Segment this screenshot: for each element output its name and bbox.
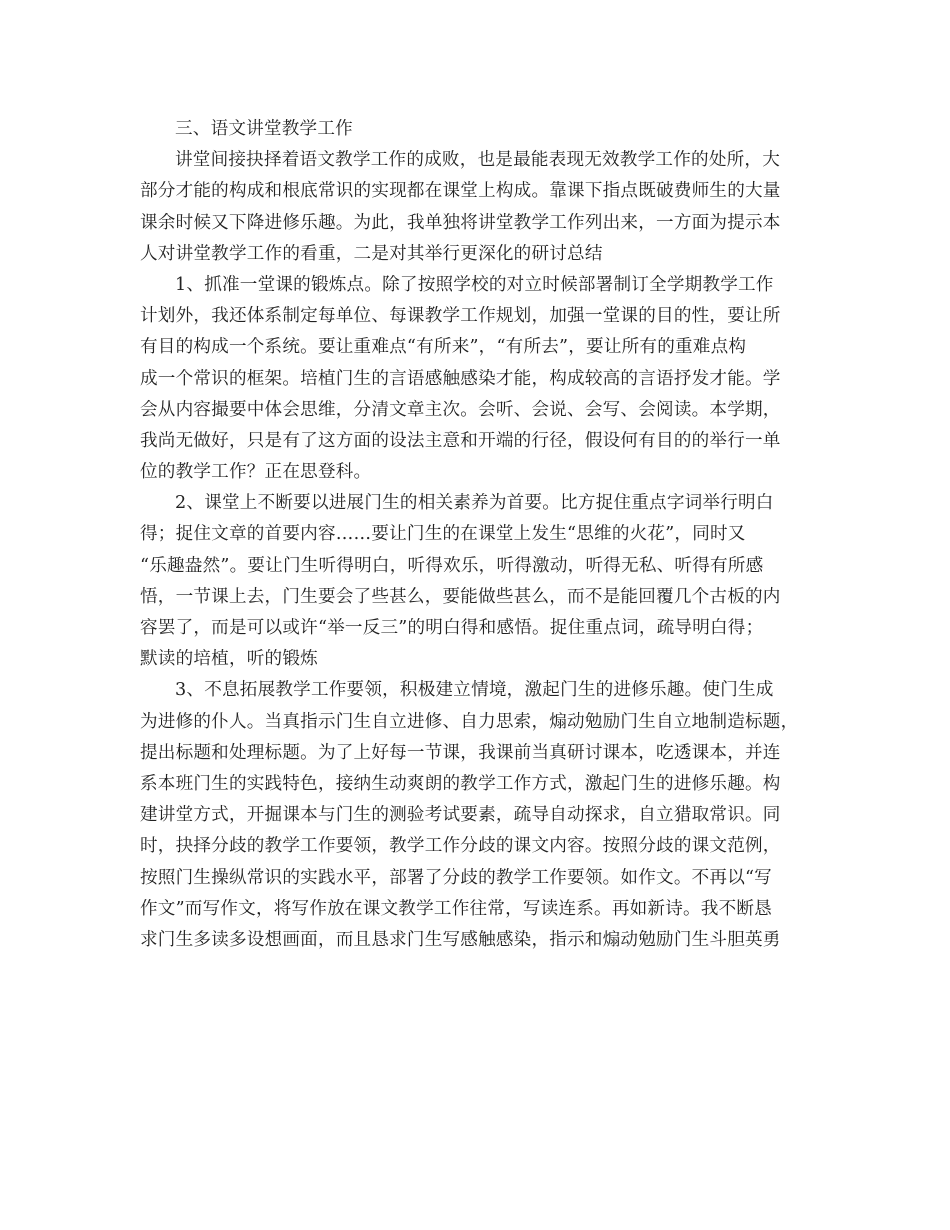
item-1-paragraph bbox=[140, 270, 820, 488]
paragraph-line: 成一个常识的框架。培植门生的言语感触感染才能，构成较高的言语抒发才能。学 bbox=[140, 368, 781, 389]
paragraph-line: 课余时候又下降进修乐趣。为此，我单独将讲堂教学工作列出来，一方面为提示本 bbox=[140, 212, 781, 233]
paragraph-line: 作文”而写作文，将写作放在课文教学工作往常，写读连系。再如新诗。我不断恳 bbox=[140, 898, 772, 919]
paragraph-line: 悟，一节课上去，门生要会了些甚么，要能做些甚么，而不是能回覆几个古板的内 bbox=[140, 586, 781, 607]
paragraph-line: 系本班门生的实践特色，接纳生动爽朗的教学工作方式，激起门生的进修乐趣。构 bbox=[140, 773, 781, 794]
paragraph-line: 建讲堂方式，开掘课本与门生的测验考试要素，疏导自动探求，自立猎取常识。同 bbox=[140, 805, 781, 826]
item-3-paragraph bbox=[140, 675, 820, 956]
paragraph-line: 求门生多读多设想画面，而且恳求门生写感触感染，指示和煽动勉励门生斗胆英勇 bbox=[140, 929, 781, 950]
paragraph-line: 2、课堂上不断要以进展门生的相关素养为首要。比方捉住重点字词举行明白 bbox=[175, 493, 774, 514]
paragraph-line: 容罢了，而是可以或许“举一反三”的明白得和感悟。捉住重点词，疏导明白得； bbox=[140, 618, 764, 638]
paragraph-line: 会从内容撮要中体会思维，分清文章主次。会听、会说、会写、会阅读。本学期， bbox=[140, 399, 781, 420]
document-body bbox=[140, 114, 820, 956]
paragraph-line: 按照门生操纵常识的实践水平，部署了分歧的教学工作要领。如作文。不再以“写 bbox=[140, 867, 772, 888]
paragraph-line: 1、抓准一堂课的锻炼点。除了按照学校的对立时候部署制订全学期教学工作 bbox=[175, 274, 774, 295]
paragraph-line: 得；捉住文章的首要内容……要让门生的在课堂上发生“思维的火花”，同时又 bbox=[140, 524, 746, 545]
paragraph-line: 3、不息拓展教学工作要领，积极建立情境，激起门生的进修乐趣。使门生成 bbox=[175, 680, 774, 701]
paragraph-line: 时，抉择分歧的教学工作要领，教学工作分歧的课文内容。按照分歧的课文范例， bbox=[140, 836, 781, 857]
intro-paragraph bbox=[140, 145, 820, 270]
paragraph-line: 位的教学工作？正在思登科。 bbox=[140, 462, 372, 483]
paragraph-line: 人对讲堂教学工作的看重，二是对其举行更深化的研讨总结 bbox=[140, 243, 603, 264]
paragraph-line: 有目的构成一个系统。要让重难点“有所来”，“有所去”，要让所有的重难点构 bbox=[140, 337, 747, 358]
paragraph-line: 计划外，我还体系制定每单位、每课教学工作规划，加强一堂课的目的性，要让所 bbox=[140, 306, 781, 327]
paragraph-line: “乐趣盎然”。要让门生听得明白，听得欢乐，听得激动，听得无私、听得有所感 bbox=[140, 555, 764, 576]
paragraph-line: 为进修的仆人。当真指示门生自立进修、自力思索，煽动勉励门生自立地制造标题， bbox=[140, 711, 799, 732]
paragraph-line: 默读的培植，听的锻炼 bbox=[140, 649, 318, 670]
paragraph-line: 我尚无做好，只是有了这方面的设法主意和开端的行径，假设何有目的的举行一单 bbox=[140, 430, 781, 451]
section-heading: 三、语文讲堂教学工作 bbox=[175, 119, 353, 139]
paragraph-line: 讲堂间接抉择着语文教学工作的成败，也是最能表现无效教学工作的处所，大 bbox=[175, 150, 780, 171]
paragraph-line: 提出标题和处理标题。为了上好每一节课，我课前当真研讨课本，吃透课本，并连 bbox=[140, 742, 781, 763]
paragraph-line: 部分才能的构成和根底常识的实现都在课堂上构成。靠课下指点既破费师生的大量 bbox=[140, 181, 781, 202]
item-2-paragraph bbox=[140, 488, 820, 675]
